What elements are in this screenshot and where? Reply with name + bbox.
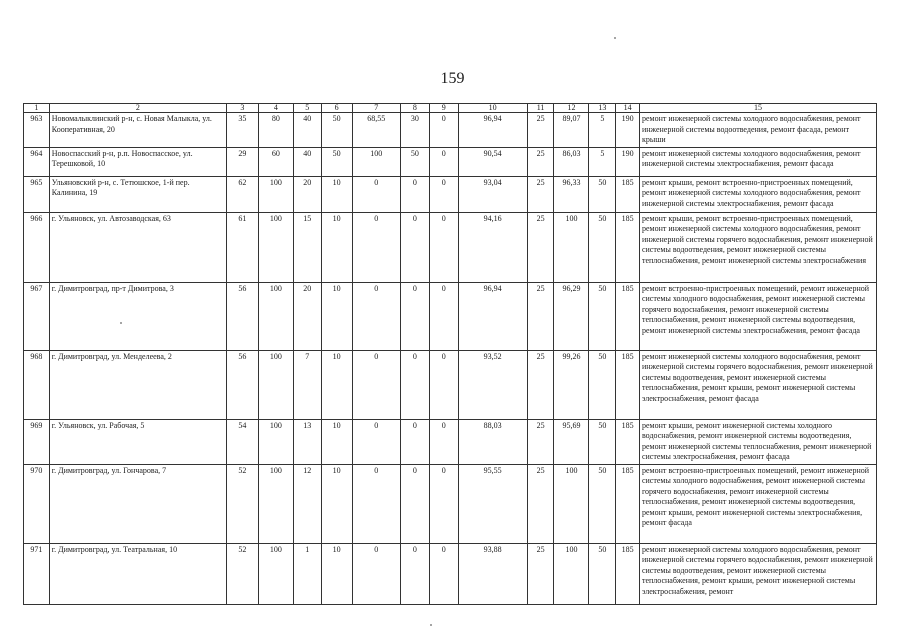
value-cell: 68,55 (352, 113, 400, 148)
value-cell: 50 (589, 464, 616, 543)
value-cell: 0 (352, 543, 400, 604)
page-number: 159 (440, 70, 465, 87)
value-cell: 25 (527, 419, 554, 464)
value-cell: 100 (258, 419, 293, 464)
table-row (24, 113, 877, 148)
value-cell: 15 (293, 212, 321, 282)
address-cell: г. Димитровград, ул. Гончарова, 7 (49, 464, 226, 543)
value-cell: 93,04 (458, 176, 527, 212)
value-cell: 190 (616, 113, 640, 148)
value-cell: 100 (554, 543, 589, 604)
table-row (24, 212, 877, 282)
address-cell: г. Димитровград, пр-т Димитрова, 3 (49, 282, 226, 350)
scan-speck (120, 322, 122, 324)
value-cell: 100 (554, 464, 589, 543)
value-cell: 25 (527, 282, 554, 350)
table-row (24, 464, 877, 543)
value-cell: 52 (226, 543, 258, 604)
col-header: 9 (429, 104, 458, 113)
value-cell: 10 (321, 350, 352, 419)
value-cell: 25 (527, 543, 554, 604)
value-cell: 62 (226, 176, 258, 212)
value-cell: 25 (527, 113, 554, 148)
value-cell: 50 (321, 113, 352, 148)
value-cell: 0 (429, 419, 458, 464)
value-cell: 80 (258, 113, 293, 148)
value-cell: 96,33 (554, 176, 589, 212)
value-cell: 50 (400, 147, 429, 176)
value-cell: 10 (321, 543, 352, 604)
col-header: 8 (400, 104, 429, 113)
value-cell: 190 (616, 147, 640, 176)
value-cell: 0 (352, 419, 400, 464)
table-row (24, 419, 877, 464)
value-cell: 100 (258, 176, 293, 212)
address-cell: Ульяновский р-н, с. Тетюшское, 1-й пер. Калинина, 19 (49, 176, 226, 212)
value-cell: 10 (321, 464, 352, 543)
value-cell: 0 (400, 350, 429, 419)
value-cell: 90,54 (458, 147, 527, 176)
value-cell: 0 (352, 464, 400, 543)
value-cell: 100 (554, 212, 589, 282)
value-cell: 50 (589, 176, 616, 212)
value-cell: 40 (293, 113, 321, 148)
value-cell: 96,29 (554, 282, 589, 350)
value-cell: 50 (589, 350, 616, 419)
col-header: 15 (639, 104, 876, 113)
row-number-cell: 964 (24, 147, 50, 176)
value-cell: 185 (616, 419, 640, 464)
value-cell: 50 (589, 212, 616, 282)
value-cell: 93,88 (458, 543, 527, 604)
value-cell: 0 (429, 212, 458, 282)
value-cell: 20 (293, 176, 321, 212)
scan-speck (430, 624, 432, 626)
works-cell: ремонт инженерной системы холодного водоснабжения, ремонт инженерной системы водоотведения, ремонт фасада, ремонт крыши (639, 113, 876, 148)
value-cell: 61 (226, 212, 258, 282)
row-number-cell: 971 (24, 543, 50, 604)
value-cell: 0 (400, 419, 429, 464)
value-cell: 100 (258, 212, 293, 282)
value-cell: 30 (400, 113, 429, 148)
register-table (23, 103, 877, 605)
value-cell: 5 (589, 147, 616, 176)
col-header: 3 (226, 104, 258, 113)
works-cell: ремонт встроенно-пристроенных помещений, ремонт инженерной системы холодного водоснабжения, ремонт инженерной системы горячего водоснабжения, ремонт инженерной системы теплоснабжения, ремонт инженерной системы водоотведения, ремонт инженерной системы электроснабжения, ремонт фасада (639, 282, 876, 350)
col-header: 13 (589, 104, 616, 113)
value-cell: 94,16 (458, 212, 527, 282)
row-number-cell: 969 (24, 419, 50, 464)
table-row (24, 147, 877, 176)
value-cell: 100 (258, 464, 293, 543)
works-cell: ремонт встроенно-пристроенных помещений, ремонт инженерной системы холодного водоснабжения, ремонт инженерной системы горячего водоснабжения, ремонт инженерной системы теплоснабжения, ремонт инженерной системы водоотведения, ремонт крыши, ремонт инженерной системы электроснабжения, ремонт фасада (639, 464, 876, 543)
value-cell: 1 (293, 543, 321, 604)
value-cell: 10 (321, 212, 352, 282)
value-cell: 50 (589, 282, 616, 350)
value-cell: 5 (589, 113, 616, 148)
value-cell: 0 (429, 176, 458, 212)
row-number-cell: 966 (24, 212, 50, 282)
value-cell: 25 (527, 176, 554, 212)
address-cell: Новомалыклинский р-н, с. Новая Малыкла, ул. Кооперативная, 20 (49, 113, 226, 148)
value-cell: 0 (400, 464, 429, 543)
col-header: 7 (352, 104, 400, 113)
table-row (24, 176, 877, 212)
col-header: 12 (554, 104, 589, 113)
value-cell: 185 (616, 282, 640, 350)
value-cell: 56 (226, 282, 258, 350)
value-cell: 10 (321, 176, 352, 212)
value-cell: 0 (400, 176, 429, 212)
value-cell: 12 (293, 464, 321, 543)
works-cell: ремонт крыши, ремонт встроенно-пристроенных помещений, ремонт инженерной системы холодного водоснабжения, ремонт инженерной системы горячего водоснабжения, ремонт инженерной системы водоотведения, ремонт инженерной системы теплоснабжения, ремонт инженерной системы электроснабжения (639, 212, 876, 282)
col-header: 6 (321, 104, 352, 113)
value-cell: 0 (400, 543, 429, 604)
value-cell: 95,69 (554, 419, 589, 464)
row-number-cell: 965 (24, 176, 50, 212)
scan-speck (614, 37, 616, 39)
address-cell: г. Ульяновск, ул. Автозаводская, 63 (49, 212, 226, 282)
value-cell: 185 (616, 212, 640, 282)
value-cell: 10 (321, 282, 352, 350)
table-row (24, 282, 877, 350)
value-cell: 185 (616, 350, 640, 419)
works-cell: ремонт крыши, ремонт инженерной системы холодного водоснабжения, ремонт инженерной системы водоотведения, ремонт инженерной системы теплоснабжения, ремонт инженерной системы электроснабжения, ремонт фасада (639, 419, 876, 464)
value-cell: 25 (527, 464, 554, 543)
value-cell: 25 (527, 350, 554, 419)
table-row (24, 543, 877, 604)
row-number-cell: 970 (24, 464, 50, 543)
value-cell: 7 (293, 350, 321, 419)
value-cell: 100 (258, 543, 293, 604)
value-cell: 0 (429, 147, 458, 176)
value-cell: 54 (226, 419, 258, 464)
value-cell: 10 (321, 419, 352, 464)
col-header: 1 (24, 104, 50, 113)
value-cell: 50 (589, 419, 616, 464)
value-cell: 52 (226, 464, 258, 543)
value-cell: 0 (352, 176, 400, 212)
value-cell: 0 (429, 350, 458, 419)
col-header: 2 (49, 104, 226, 113)
value-cell: 96,94 (458, 282, 527, 350)
value-cell: 40 (293, 147, 321, 176)
value-cell: 0 (352, 350, 400, 419)
value-cell: 0 (400, 282, 429, 350)
address-cell: г. Димитровград, ул. Менделеева, 2 (49, 350, 226, 419)
col-header: 5 (293, 104, 321, 113)
value-cell: 0 (429, 464, 458, 543)
value-cell: 89,07 (554, 113, 589, 148)
row-number-cell: 963 (24, 113, 50, 148)
header-row (24, 104, 877, 113)
address-cell: г. Ульяновск, ул. Рабочая, 5 (49, 419, 226, 464)
table-row (24, 350, 877, 419)
value-cell: 60 (258, 147, 293, 176)
value-cell: 13 (293, 419, 321, 464)
col-header: 14 (616, 104, 640, 113)
col-header: 4 (258, 104, 293, 113)
value-cell: 0 (429, 282, 458, 350)
value-cell: 50 (589, 543, 616, 604)
col-header: 10 (458, 104, 527, 113)
value-cell: 25 (527, 147, 554, 176)
value-cell: 56 (226, 350, 258, 419)
works-cell: ремонт инженерной системы холодного водоснабжения, ремонт инженерной системы горячего водоснабжения, ремонт инженерной системы водоотведения, ремонт инженерной системы теплоснабжения, ремонт крыши, ремонт инженерной системы электроснабжения, ремонт фасада (639, 350, 876, 419)
works-cell: ремонт инженерной системы холодного водоснабжения, ремонт инженерной системы горячего водоснабжения, ремонт инженерной системы водоотведения, ремонт инженерной системы теплоснабжения, ремонт крыши, ремонт инженерной системы электроснабжения, ремонт (639, 543, 876, 604)
value-cell: 99,26 (554, 350, 589, 419)
works-cell: ремонт инженерной системы холодного водоснабжения, ремонт инженерной системы электроснабжения, ремонт фасада (639, 147, 876, 176)
value-cell: 35 (226, 113, 258, 148)
value-cell: 0 (400, 212, 429, 282)
value-cell: 100 (258, 350, 293, 419)
works-cell: ремонт крыши, ремонт встроенно-пристроенных помещений, ремонт инженерной системы холодного водоснабжения, ремонт инженерной системы электроснабжения, ремонт фасада (639, 176, 876, 212)
value-cell: 96,94 (458, 113, 527, 148)
row-number-cell: 968 (24, 350, 50, 419)
value-cell: 86,03 (554, 147, 589, 176)
value-cell: 0 (429, 113, 458, 148)
value-cell: 100 (352, 147, 400, 176)
address-cell: г. Димитровград, ул. Театральная, 10 (49, 543, 226, 604)
row-number-cell: 967 (24, 282, 50, 350)
value-cell: 20 (293, 282, 321, 350)
address-cell: Новоспасский р-н, р.п. Новоспасское, ул. Терешковой, 10 (49, 147, 226, 176)
col-header: 11 (527, 104, 554, 113)
value-cell: 88,03 (458, 419, 527, 464)
value-cell: 185 (616, 543, 640, 604)
value-cell: 0 (352, 282, 400, 350)
value-cell: 0 (352, 212, 400, 282)
value-cell: 185 (616, 464, 640, 543)
value-cell: 185 (616, 176, 640, 212)
value-cell: 100 (258, 282, 293, 350)
value-cell: 29 (226, 147, 258, 176)
value-cell: 95,55 (458, 464, 527, 543)
value-cell: 50 (321, 147, 352, 176)
value-cell: 93,52 (458, 350, 527, 419)
value-cell: 0 (429, 543, 458, 604)
value-cell: 25 (527, 212, 554, 282)
